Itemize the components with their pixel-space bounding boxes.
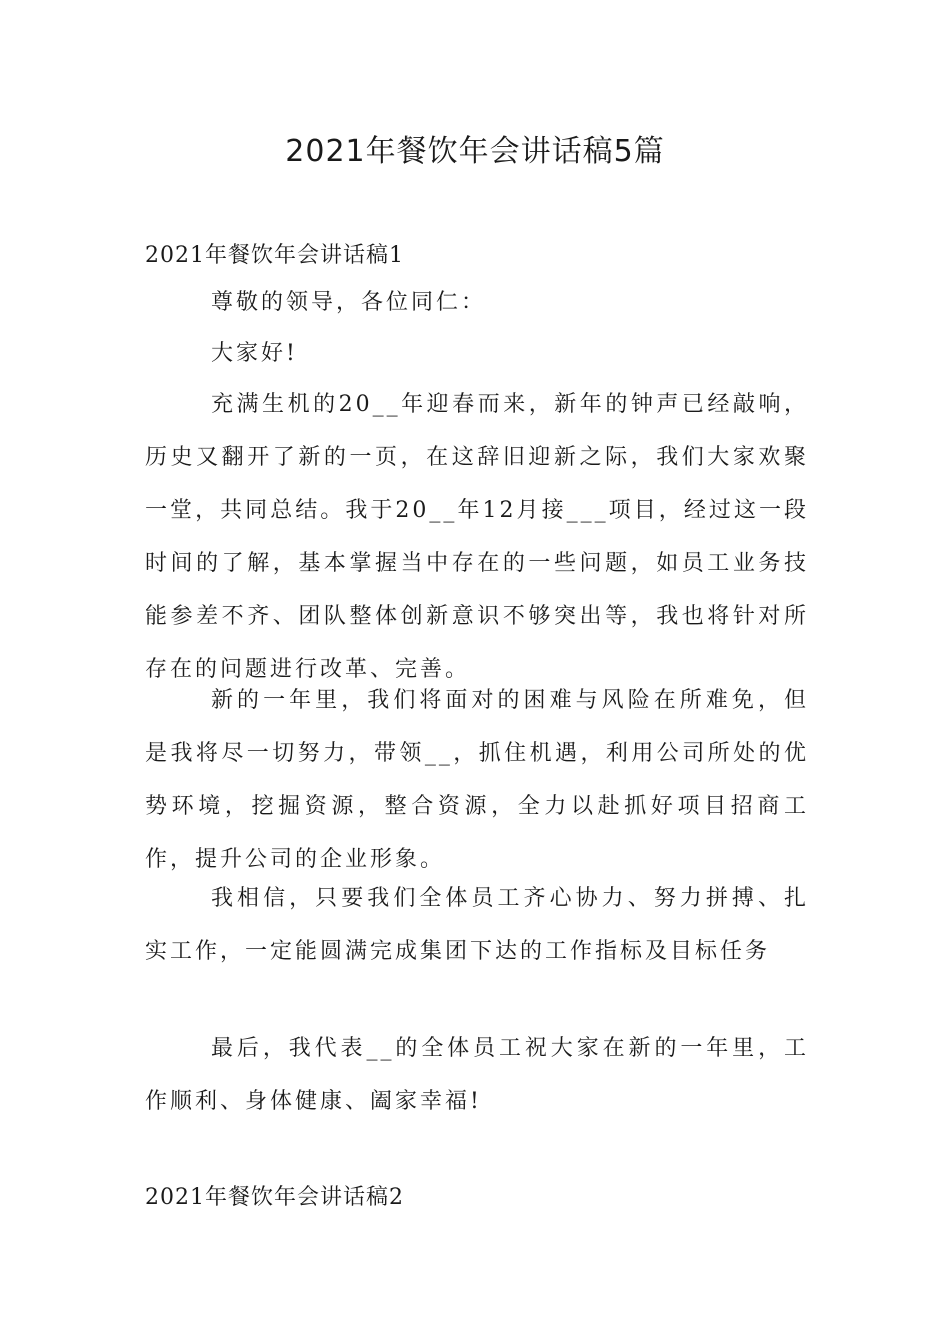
body-paragraph-3: 我相信，只要我们全体员工齐心协力、努力拼搏、扎实工作，一定能圆满完成集团下达的工作指标及目标任务 [145,886,809,964]
section-heading-1: 2021年餐饮年会讲话稿1 [145,243,404,268]
closing-paragraph: 最后，我代表__的全体员工祝大家在新的一年里，工作顺利、身体健康、阖家幸福! [145,1036,809,1114]
body-paragraph-1: 充满生机的20__年迎春而来，新年的钟声已经敲响，历史又翻开了新的一页，在这辞旧迎新之际，我们大家欢聚一堂，共同总结。我于20__年12月接___项目，经过这一段时间的了解，基本掌握当中存在的一些问题，如员工业务技能参差不齐、团队整体创新意识不够突出等，我也将针对所存在的问题进行改革、完善。 [145,392,809,682]
salutation-paragraph: 尊敬的领导，各位同仁： [211,290,487,315]
section-heading-2: 2021年餐饮年会讲话稿2 [145,1185,404,1210]
body-paragraph-2: 新的一年里，我们将面对的困难与风险在所难免，但是我将尽一切努力，带领__，抓住机遇，利用公司所处的优势环境，挖掘资源，整合资源，全力以赴抓好项目招商工作，提升公司的企业形象。 [145,688,809,872]
document-title: 2021年餐饮年会讲话稿5篇 [285,134,665,169]
greeting-paragraph: 大家好! [211,341,298,366]
